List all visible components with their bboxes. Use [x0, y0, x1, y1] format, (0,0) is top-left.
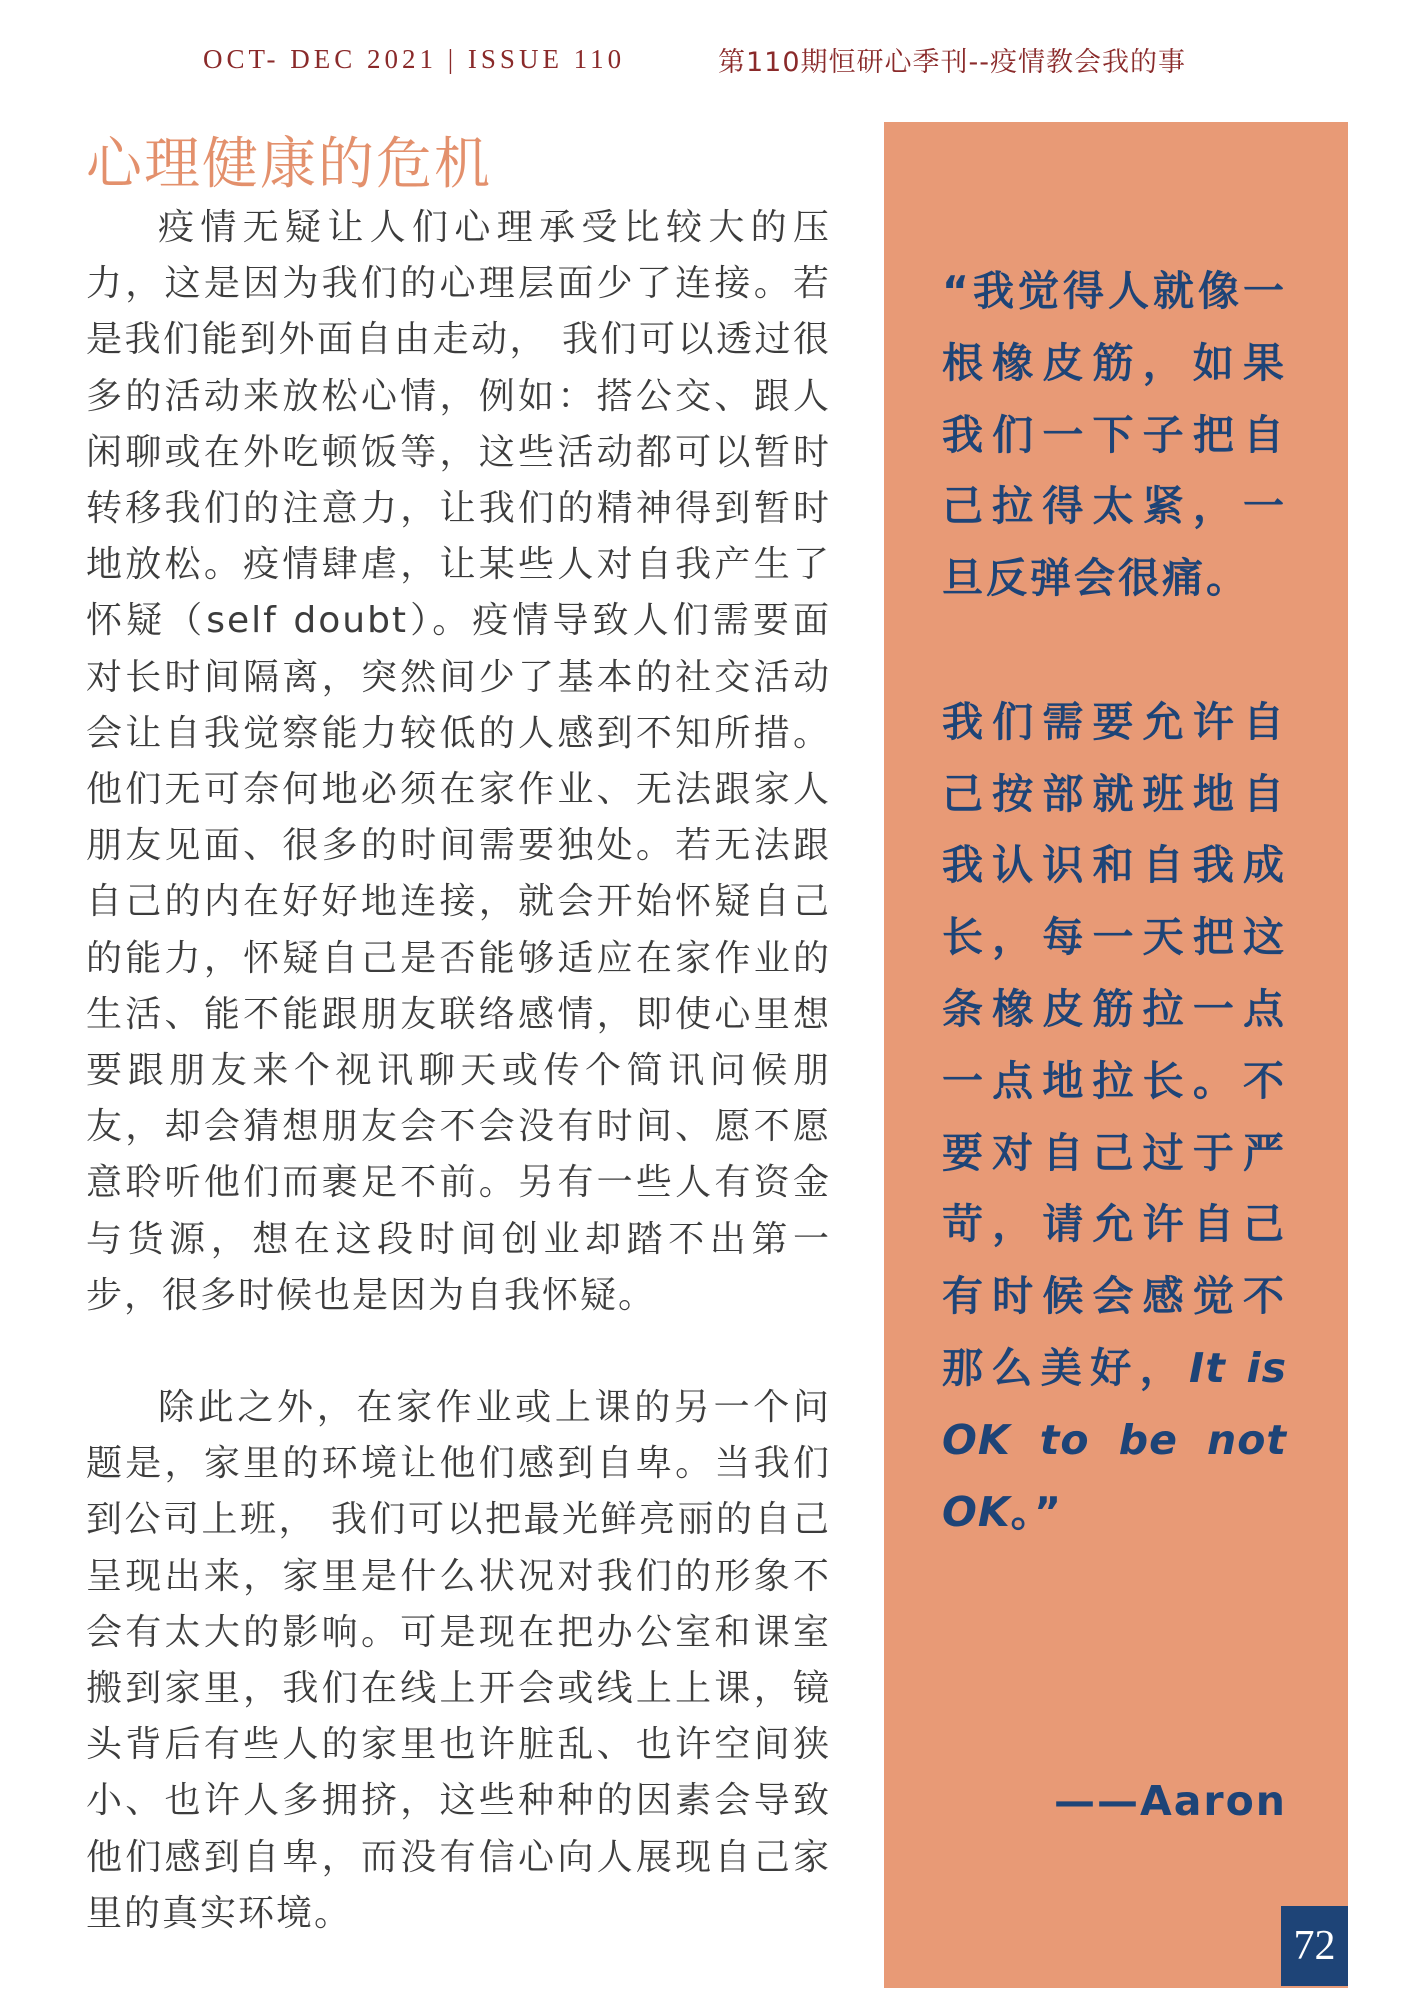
pull-quote — [942, 256, 1287, 1548]
issue-label: OCT- DEC 2021 | ISSUE 110 — [203, 44, 626, 74]
magazine-title: 第110期恒研心季刊--疫情教会我的事 — [718, 47, 1187, 78]
quote-paragraph-1: “我觉得人就像一根橡皮筋，如果我们一下子把自己拉得太紧，一旦反弹会很痛。 — [942, 267, 1287, 603]
quote-sidebar — [884, 122, 1348, 1988]
article-body — [86, 200, 831, 1942]
article-paragraph-2: 除此之外，在家作业或上课的另一个问题是，家里的环境让他们感到自卑。当我们到公司上班， 我们可以把最光鲜亮丽的自己呈现出来，家里是什么状况对我们的形象不会有太大的影响。可是现在把办公室和课室搬到家里，我们在线上开会或线上上课，镜头背后有些人的家里也许脏乱、也许空间狭小、也许人多拥挤，这些种种的因素会导致他们感到自卑，而没有信心向人展现自己家里的真实环境。 — [86, 1387, 831, 1934]
article-paragraph-1: 疫情无疑让人们心理承受比较大的压力，这是因为我们的心理层面少了连接。若是我们能到外面自由走动， 我们可以透过很多的活动来放松心情，例如：搭公交、跟人闲聊或在外吃顿饭等，这些活动都可以暂时转移我们的注意力，让我们的精神得到暂时地放松。疫情肆虐，让某些人对自我产生了怀疑（self doubt）。疫情导致人们需要面对长时间隔离，突然间少了基本的社交活动会让自我觉察能力较低的人感到不知所措。他们无可奈何地必须在家作业、无法跟家人朋友见面、很多的时间需要独处。若无法跟自己的内在好好地连接，就会开始怀疑自己的能力，怀疑自己是否能够适应在家作业的生活、能不能跟朋友联络感情，即使心里想要跟朋友来个视讯聊天或传个简讯问候朋友，却会猜想朋友会不会没有时间、愿不愿意聆听他们而裹足不前。另有一些人有资金与货源，想在这段时间创业却踏不出第一步，很多时候也是因为自我怀疑。 — [86, 207, 831, 1316]
quote-paragraph-2 — [942, 687, 1287, 1549]
quote-english: It is OK to be not OK — [942, 1343, 1288, 1536]
page-number: 72 — [1281, 1906, 1348, 1986]
quote-end: 。” — [1010, 1487, 1065, 1536]
quote-author: ——Aaron — [1054, 1777, 1287, 1825]
section-title: 心理健康的危机 — [86, 132, 492, 197]
quote-paragraph-2-text: 我们需要允许自己按部就班地自我认识和自我成长，每一天把这条橡皮筋拉一点一点地拉长。不要对自己过于严苛，请允许自己有时候会感觉不那么美好， — [942, 697, 1287, 1392]
